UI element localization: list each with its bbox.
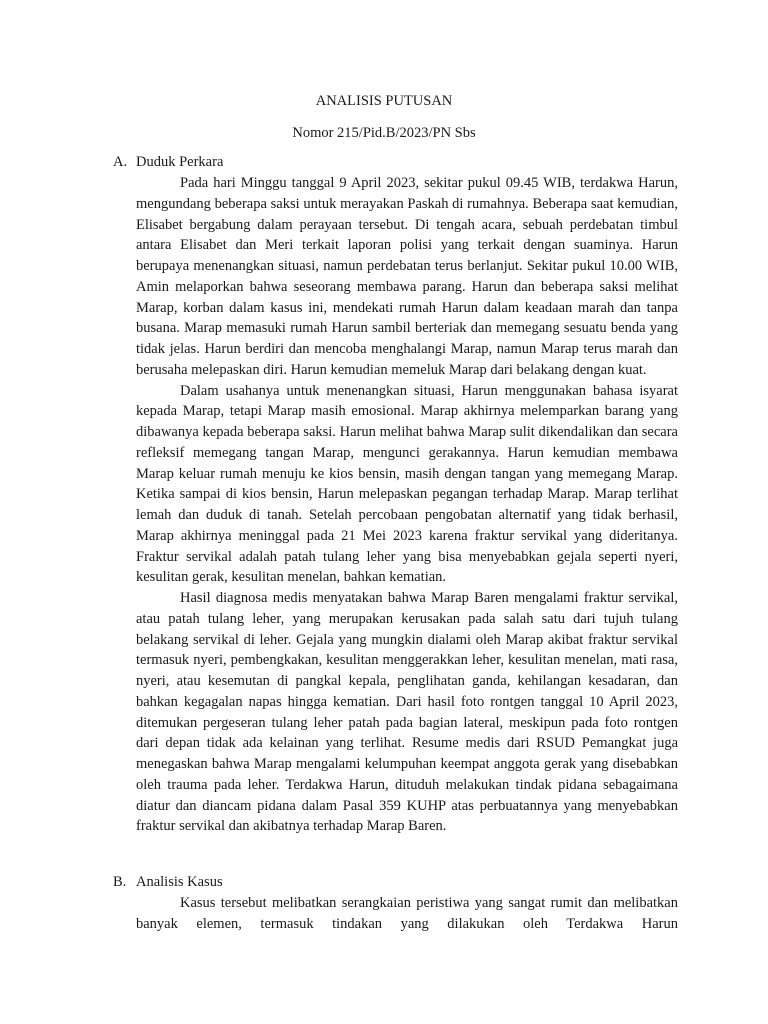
section-b-letter: B. (113, 874, 127, 890)
section-a-heading (113, 153, 223, 171)
section-b-body (136, 893, 678, 935)
section-a-letter: A. (113, 154, 128, 170)
section-a-title: Duduk Perkara (136, 154, 224, 170)
section-a-body (136, 173, 678, 837)
case-number: Nomor 215/Pid.B/2023/PN Sbs (292, 125, 476, 141)
section-a-paragraph-1: Pada hari Minggu tanggal 9 April 2023, sekitar pukul 09.45 WIB, terdakwa Harun, mengundang beberapa saksi untuk merayakan Paskah di rumahnya. Beberapa saat kemudian, Elisabet bergabung dalam perayaan tersebut. Di tengah acara, sebuah perdebatan timbul antara Elisabet dan Meri terkait laporan polisi yang terkait dengan suaminya. Harun berupaya menenangkan situasi, namun perdebatan terus berlanjut. Sekitar pukul 10.00 WIB, Amin melaporkan bahwa seseorang membawa parang. Harun dan beberapa saksi melihat Marap, korban dalam kasus ini, mendekati rumah Harun dalam keadaan marah dan tanpa busana. Marap memasuki rumah Harun sambil berteriak dan memegang sesuatu benda yang tidak jelas. Harun berdiri dan mencoba menghalangi Marap, namun Marap terus marah dan berusaha melepaskan diri. Harun kemudian memeluk Marap dari belakang dengan kuat. (136, 175, 678, 378)
section-b-heading (113, 873, 223, 891)
document-title: ANALISIS PUTUSAN (315, 93, 453, 109)
section-b-title: Analisis Kasus (136, 874, 223, 890)
section-a-paragraph-2: Dalam usahanya untuk menenangkan situasi, Harun menggunakan bahasa isyarat kepada Marap, tetapi Marap masih emosional. Marap akhirnya melemparkan barang yang dibawanya kepada beberapa saksi. Harun melihat bahwa Marap sulit dikendalikan dan secara refleksif memegang tangan Marap, mengunci gerakannya. Harun kemudian membawa Marap keluar rumah menuju ke kios bensin, masih dengan tangan yang memegang Marap. Ketika sampai di kios bensin, Harun melepaskan pegangan terhadap Marap. Marap terlihat lemah dan duduk di tanah. Setelah percobaan pengobatan alternatif yang tidak berhasil, Marap akhirnya meninggal pada 21 Mei 2023 karena fraktur servikal yang dideritanya. Fraktur servikal adalah patah tulang leher yang bisa menyebabkan gejala seperti nyeri, kesulitan gerak, kesulitan menelan, bahkan kematian. (136, 382, 678, 586)
section-a-paragraph-3: Hasil diagnosa medis menyatakan bahwa Marap Baren mengalami fraktur servikal, atau patah tulang leher, yang merupakan kerusakan pada salah satu dari tujuh tulang belakang servikal di leher. Gejala yang mungkin dialami oleh Marap akibat fraktur servikal termasuk nyeri, pembengkakan, kesulitan menggerakkan leher, kesulitan menelan, mati rasa, nyeri, atau kesemutan di pangkal kepala, penglihatan ganda, kehilangan kesadaran, dan bahkan kegagalan napas hingga kematian. Dari hasil foto rontgen tanggal 10 April 2023, ditemukan pergeseran tulang leher patah pada bagian lateral, meskipun pada foto rontgen dari depan tidak ada kelainan yang terlihat. Resume medis dari RSUD Pemangkat juga menegaskan bahwa Marap mengalami kelumpuhan keempat anggota gerak yang disebabkan oleh trauma pada leher. Terdakwa Harun, dituduh melakukan tindak pidana sebagaimana diatur dan diancam pidana dalam Pasal 359 KUHP atas perbuatannya yang menyebabkan fraktur servikal dan akibatnya terhadap Marap Baren. (136, 590, 678, 835)
section-b-paragraph-1: Kasus tersebut melibatkan serangkaian peristiwa yang sangat rumit dan melibatkan banyak elemen, termasuk tindakan yang dilakukan oleh Terdakwa Harun (136, 895, 678, 932)
